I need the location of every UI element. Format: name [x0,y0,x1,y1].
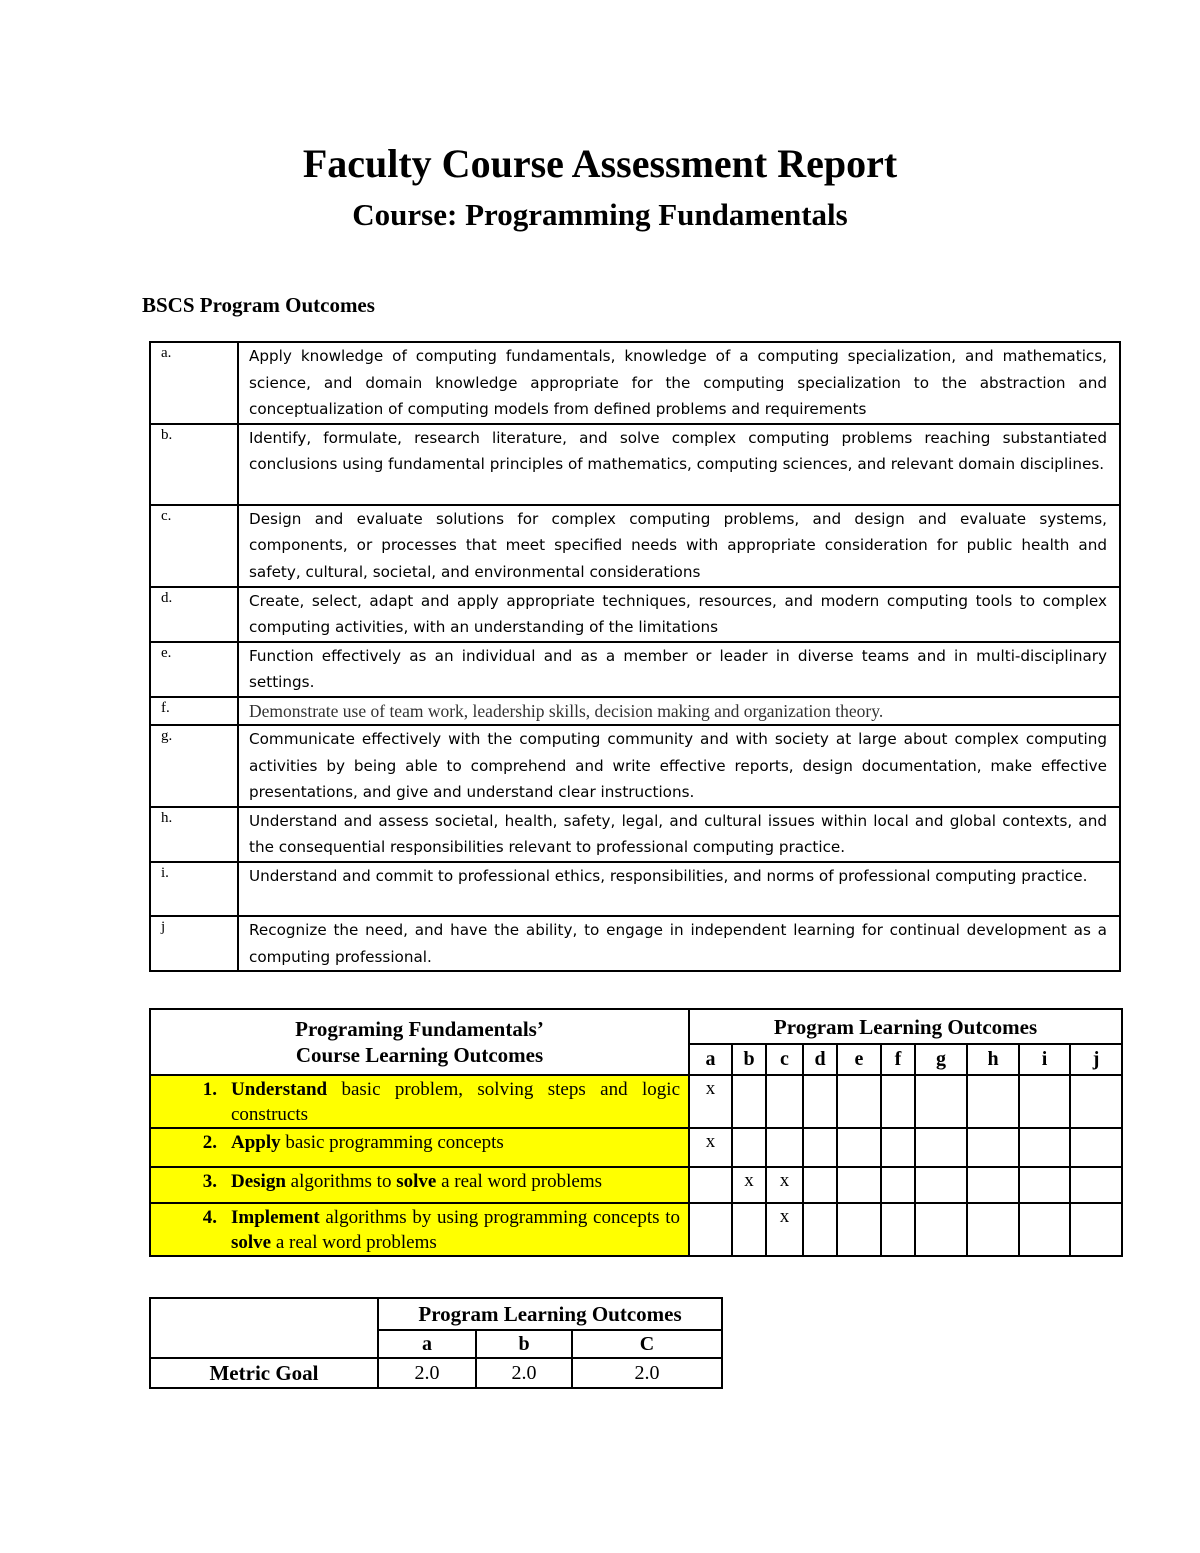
mapping-cell [837,1075,881,1128]
outcome-text: Understand and assess societal, health, safety, legal, and cultural issues within local and global contexts, and the consequential responsibilities relevant to professional computing practice. [238,807,1120,862]
clo-number: 4. [202,1207,217,1228]
plo-column-header: d [803,1044,837,1075]
mapping-cell [1019,1167,1070,1203]
mapping-cell [837,1128,881,1167]
mapping-cell: x [766,1203,803,1256]
outcome-row [150,424,1120,505]
clo-verb: Apply [231,1132,281,1153]
outcome-row [150,916,1120,971]
mapping-cell [803,1203,837,1256]
outcome-text: Apply knowledge of computing fundamentals, knowledge of a computing specialization, and mathematics, science, and domain knowledge appropriate for the computing specialization to the abstraction and conceptualization of computing models from defined problems and requirements [238,342,1120,424]
metric-goal-value: 2.0 [572,1358,722,1388]
outcome-letter: a. [150,342,238,424]
metric-column-header: a [378,1330,476,1358]
clo-verb-secondary: solve [396,1171,437,1192]
mapping-cell [967,1075,1019,1128]
plo-column-header: b [732,1044,766,1075]
plo-column-header: g [915,1044,967,1075]
clo-description [150,1075,689,1128]
outcome-text: Function effectively as an individual and as a member or leader in diverse teams and in multi-disciplinary settings. [238,642,1120,697]
plo-column-header: f [881,1044,915,1075]
outcome-letter: e. [150,642,238,697]
outcome-letter: d. [150,587,238,642]
mapping-cell [732,1075,766,1128]
mapping-cell [837,1203,881,1256]
mapping-cell [1070,1203,1122,1256]
mapping-cell [915,1203,967,1256]
clo-header-line2: Course Learning Outcomes [295,1043,544,1067]
outcome-letter: i. [150,862,238,916]
metric-goal-value: 2.0 [378,1358,476,1388]
outcome-text: Communicate effectively with the computing community and with society at large about complex computing activities by being able to comprehend and write effective reports, design documentation, make effective presentations, and give and understand clear instructions. [238,725,1120,807]
outcome-row [150,807,1120,862]
mapping-cell [967,1203,1019,1256]
mapping-cell [803,1075,837,1128]
mapping-cell: x [766,1167,803,1203]
outcome-row [150,862,1120,916]
plo-column-header: a [689,1044,732,1075]
clo-verb: Design [231,1171,286,1192]
outcome-text: Recognize the need, and have the ability, to engage in independent learning for continual development as a computing professional. [238,916,1120,971]
outcome-letter: h. [150,807,238,862]
outcome-letter: j [150,916,238,971]
plo-column-header: c [766,1044,803,1075]
clo-description [150,1203,689,1256]
mapping-cell [689,1203,732,1256]
mapping-cell [837,1167,881,1203]
mapping-cell [766,1128,803,1167]
page-title: Faculty Course Assessment Report [302,141,898,186]
mapping-cell: x [689,1128,732,1167]
outcome-letter: b. [150,424,238,505]
metric-column-header: b [476,1330,572,1358]
metric-plo-header: Program Learning Outcomes [378,1298,722,1330]
clo-row [150,1075,1122,1128]
outcome-row [150,342,1120,424]
clo-header [150,1009,689,1075]
metric-goal-table [149,1297,723,1389]
mapping-cell [1019,1075,1070,1128]
outcome-row [150,697,1120,725]
metric-blank-cell [150,1298,378,1358]
mapping-cell [881,1203,915,1256]
clo-text-tail: a real word problems [271,1232,437,1253]
mapping-cell [881,1167,915,1203]
outcome-text: Create, select, adapt and apply appropriate techniques, resources, and modern computing tools to complex computing activities, with an understanding of the limitations [238,587,1120,642]
outcome-letter: g. [150,725,238,807]
mapping-cell [732,1128,766,1167]
clo-text: basic problem, solving steps and logic constructs [231,1079,680,1125]
clo-verb-secondary: solve [231,1232,272,1253]
mapping-cell [915,1128,967,1167]
mapping-cell [1070,1167,1122,1203]
mapping-cell [881,1128,915,1167]
mapping-cell: x [689,1075,732,1128]
clo-row [150,1167,1122,1203]
clo-mapping-table [149,1008,1123,1257]
mapping-cell [803,1128,837,1167]
mapping-cell [967,1128,1019,1167]
plo-column-header: j [1070,1044,1122,1075]
course-subtitle: Course: Programming Fundamentals [352,197,848,232]
mapping-cell [1070,1075,1122,1128]
outcome-text: Demonstrate use of team work, leadership skills, decision making and organization theory. [238,697,1120,725]
outcome-text: Design and evaluate solutions for complex computing problems, and design and evaluate systems, components, or processes that meet specified needs with appropriate consideration for public health and safety, cultural, societal, and environmental considerations [238,505,1120,587]
clo-header-line1: Programing Fundamentals’ [295,1017,544,1041]
clo-text: basic programming concepts [280,1132,504,1153]
mapping-cell [915,1167,967,1203]
clo-text: algorithms to [285,1171,397,1192]
mapping-cell: x [732,1167,766,1203]
mapping-cell [881,1075,915,1128]
outcome-letter: c. [150,505,238,587]
clo-text: algorithms by using programming concepts to [319,1207,680,1228]
mapping-cell [967,1167,1019,1203]
clo-verb: Implement [231,1207,320,1228]
clo-verb: Understand [231,1079,328,1100]
mapping-cell [915,1075,967,1128]
plo-column-header: i [1019,1044,1070,1075]
outcome-row [150,587,1120,642]
mapping-cell [1019,1128,1070,1167]
metric-goal-label: Metric Goal [150,1358,378,1388]
outcome-row [150,642,1120,697]
outcome-letter: f. [150,697,238,725]
metric-column-header: C [572,1330,722,1358]
clo-number: 2. [202,1132,217,1153]
plo-column-header: h [967,1044,1019,1075]
clo-row [150,1128,1122,1167]
program-outcomes-heading: BSCS Program Outcomes [142,293,375,317]
clo-description [150,1128,689,1167]
clo-number: 1. [202,1079,217,1100]
mapping-cell [1070,1128,1122,1167]
outcome-row [150,505,1120,587]
outcome-row [150,725,1120,807]
metric-goal-value: 2.0 [476,1358,572,1388]
outcome-text: Understand and commit to professional ethics, responsibilities, and norms of professional computing practice. [238,862,1120,916]
clo-text-tail: a real word problems [436,1171,602,1192]
plo-column-header: e [837,1044,881,1075]
outcome-text: Identify, formulate, research literature, and solve complex computing problems reaching substantiated conclusions using fundamental principles of mathematics, computing sciences, and relevant domain disciplines. [238,424,1120,505]
mapping-cell [1019,1203,1070,1256]
plo-header: Program Learning Outcomes [689,1009,1122,1044]
mapping-cell [803,1167,837,1203]
clo-description [150,1167,689,1203]
mapping-cell [689,1167,732,1203]
mapping-cell [766,1075,803,1128]
program-outcomes-table [149,341,1121,972]
clo-number: 3. [202,1171,217,1192]
mapping-cell [732,1203,766,1256]
clo-row [150,1203,1122,1256]
